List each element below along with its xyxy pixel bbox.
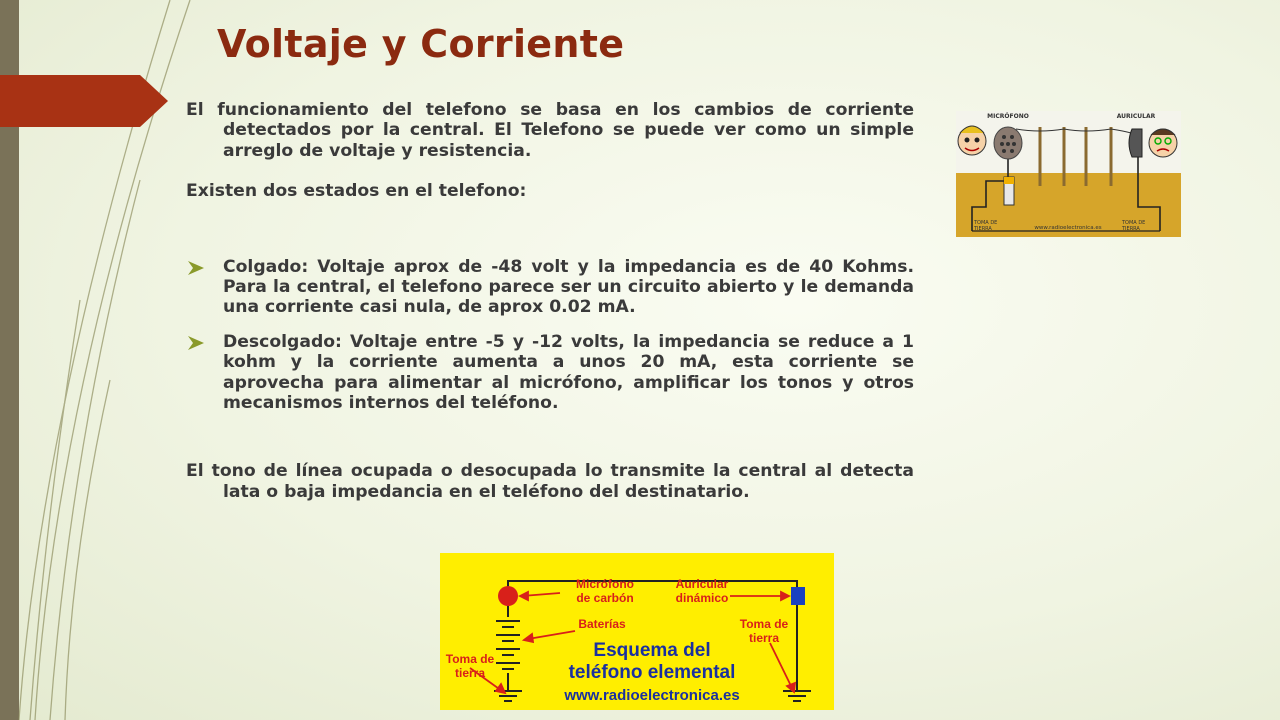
caption-url: www.radioelectronica.es (564, 687, 740, 704)
caption-line-2: teléfono elemental (568, 662, 736, 683)
top-fig-url: www.radioelectronica.es (1034, 225, 1102, 231)
states-intro: Existen dos estados en el telefono: (186, 181, 527, 202)
carbon-microphone-icon (498, 586, 518, 606)
label-ground-right-2: tierra (748, 631, 780, 645)
arrow-bullet-icon (188, 336, 204, 350)
listener-face-icon (1149, 129, 1177, 157)
speaker-face-icon (958, 126, 986, 155)
dynamic-earpiece-icon (791, 587, 805, 605)
label-batteries: Baterías (578, 617, 626, 631)
label-ground-left-2: tierra (454, 666, 486, 680)
line-tone-paragraph: El tono de línea ocupada o desocupada lo transmite la central al detecta lata o baja impedancia en el teléfono del destinatario. (186, 461, 914, 502)
label-mic-1: Micrófono (576, 577, 634, 591)
bullet-colgado-text: Colgado: Voltaje aprox de -48 volt y la impedancia es de 40 Kohms. Para la central, el telefono parece ser un circuito abierto y le demanda una corriente casi nula, de aprox 0.02 mA. (223, 256, 914, 318)
label-earpiece-2: dinámico (675, 591, 729, 605)
slide-title: Voltaje y Corriente (217, 22, 625, 66)
elemental-telephone-schematic (440, 553, 834, 710)
label-ground-left-1: Toma de (445, 652, 495, 666)
label-ground-right-1: Toma de (739, 617, 789, 631)
top-fig-label-earpiece: AURICULAR (1116, 113, 1156, 120)
title-arrow-tab (0, 75, 170, 127)
caption-line-1: Esquema del (593, 640, 711, 661)
slide-body (186, 100, 914, 502)
top-fig-ground-right-1: TOMA DE (1122, 220, 1146, 226)
top-fig-ground-right-2: TIERRA (1122, 226, 1140, 232)
bullet-descolgado-text: Descolgado: Voltaje entre -5 y -12 volts, la impedancia se reduce a 1 kohm y la corriente aumenta a unos 20 mA, esta corriente se aprovecha para alimentar al micrófono, amplificar los tonos y otros mecanismos internos del teléfono. (223, 331, 914, 414)
label-mic-2: de carbón (576, 591, 634, 605)
top-fig-ground-left-2: TIERRA (974, 226, 992, 232)
top-fig-ground-left-1: TOMA DE (974, 220, 998, 226)
earpiece-icon (1129, 129, 1142, 157)
intro-paragraph: El funcionamiento del telefono se basa en los cambios de corriente detectados por la central. El Telefono se puede ver como un simple arreglo de voltaje y resistencia. (186, 100, 914, 161)
bullet-descolgado (186, 332, 914, 414)
telephone-line-illustration (956, 111, 1181, 237)
arrow-bullet-icon (188, 261, 204, 275)
top-fig-label-mic: MICRÓFONO (987, 113, 1029, 120)
bullet-colgado (186, 257, 914, 318)
label-earpiece-1: Auricular (675, 577, 729, 591)
